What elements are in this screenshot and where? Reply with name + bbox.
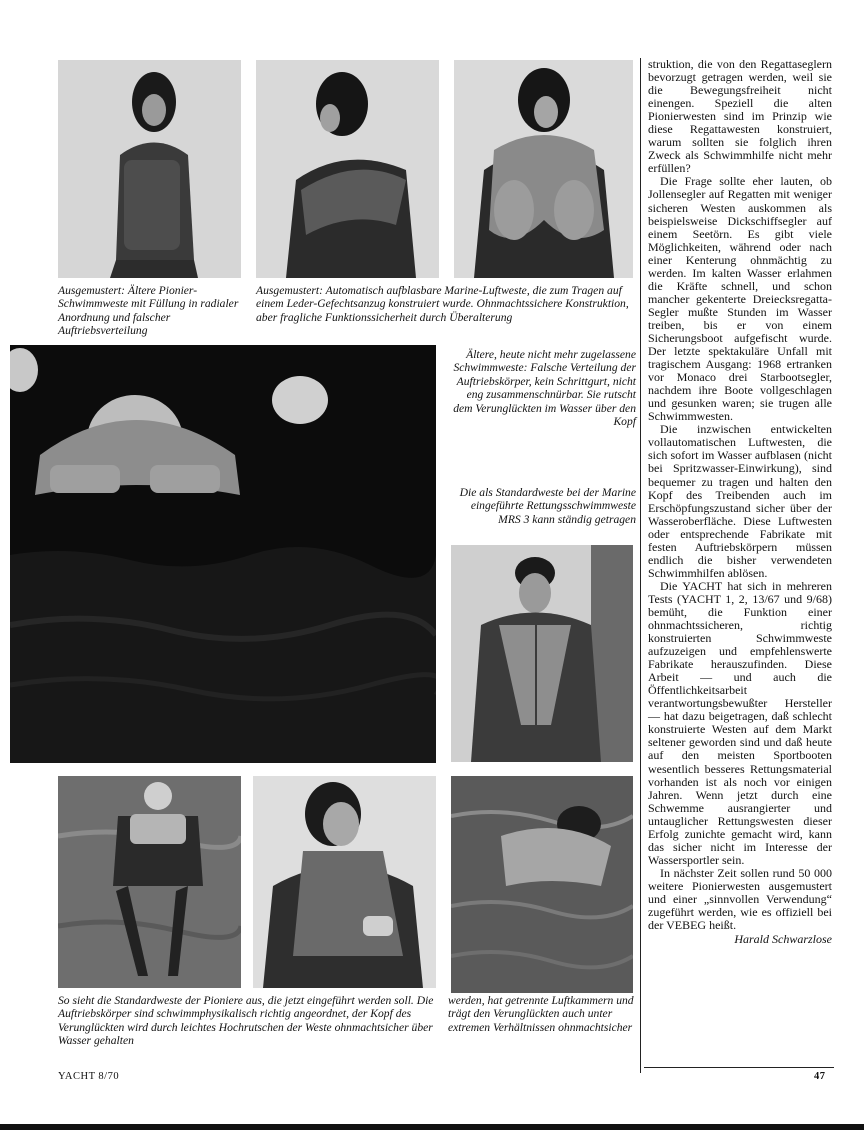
caption-older-vest: Ältere, heute nicht mehr zugelassene Schwimmweste: Falsche Verteilung der Auftriebskörper, kein Schrittgurt, nicht eng zusammenschnürbar. Sie rutscht dem Verunglückten im Wasser über den Kopf <box>453 348 636 429</box>
photo-woman-marine-vest-side <box>256 60 439 278</box>
caption-mrs3-continued: werden, hat getrennte Luftkammern und trägt den Verunglückten auch unter extremen Verhältnissen ohnmachtsicher <box>448 994 634 1034</box>
caption-pioneer-old: Ausgemustert: Ältere Pionier-Schwimmweste mit Füllung in radialer Anordnung und falscher Auftriebsverteilung <box>58 284 239 338</box>
photo-sailor-mrs3-vest <box>451 545 633 762</box>
article-paragraph: Die Frage sollte eher lauten, ob Jollensegler auf Regatten mit weniger sicheren Westen auskommen als beispielsweise Dickschiffsegler auf einem Seetörn. Es gibt viele Möglichkeiten, während oder nach einer Kenterung ohnmächtig zu werden. Im kalten Wasser erlahmen die Kräfte schnell, und schon mancher gekenterte Dreiecksregatta-Segler mußte Stunden im Wasser treiben, bis er von einem Sicherungsboot aufgefischt wurde. Der letzte spektakuläre Unfall mit tragischem Ausgang: 1968 ertranken vor Monaco drei Starbootsegler, nachdem ihre Boote vollgeschlagen und gesunken waren; sie trugen alle Schwimmwesten. <box>648 174 832 424</box>
photo-man-floating-mrs3 <box>451 776 633 993</box>
photo-man-in-water-old-vest <box>10 345 436 763</box>
photo-man-standard-vest-portrait <box>253 776 436 988</box>
photo-man-in-water-standard-vest <box>58 776 241 988</box>
footer-page-number: 47 <box>814 1071 826 1082</box>
article-paragraph: struktion, die von den Regattaseglern bevorzugt getragen werden, weil sie die Bewegungsfreiheit nicht einengen. Speziell die alten Pionierwesten sind im Prinzip wie diese Regattawesten konstruiert, warum sollten sie folglich ihren Zweck als Schwimmhilfe nicht mehr erfüllen? <box>648 57 832 176</box>
column-rule <box>640 58 641 1073</box>
caption-marine-inflatable: Ausgemustert: Automatisch aufblasbare Marine-Luftweste, die zum Tragen auf einem Leder-Gefechtsanzug konstruiert wurde. Ohnmachtssichere Konstruktion, aber fragliche Funktionssicherheit durch Überalterung <box>256 284 629 324</box>
article-author: Harald Schwarzlose <box>734 932 832 947</box>
caption-standard-pioneer: So sieht die Standardweste der Pioniere aus, die jetzt eingeführt werden soll. Die Auftriebskörper sind schwimmphysikalisch richtig angeordnet, der Kopf des Verunglückten wird durch leichtes Hochrutschen der Weste ohnmachtsicher über Wasser gehalten <box>58 994 434 1048</box>
article-paragraph: Die inzwischen entwickelten vollautomatischen Luftwesten, die sich sofort im Wasser aufblasen (nicht bei Spritzwasser-Einwirkung), sind bequemer zu tragen und halten den Kopf des Treibenden auch im Erschöpfungszustand sicher über der Wasseroberfläche. Diese Luftwesten oder entsprechende Fabrikate mit festen Auftriebskörpern müssen endlich die bisher verwendeten Schwimmhilfen ablösen. <box>648 422 832 580</box>
caption-mrs3: Die als Standardweste bei der Marine eingeführte Rettungsschwimmweste MRS 3 kann ständig getragen <box>459 486 636 526</box>
photo-woman-pioneer-vest <box>58 60 241 278</box>
page-edge-bar <box>0 1124 864 1130</box>
photo-woman-marine-vest-inflated <box>454 60 633 278</box>
article-end-rule <box>644 1067 834 1068</box>
article-column <box>648 58 832 946</box>
footer-magazine-issue: YACHT 8/70 <box>58 1071 120 1082</box>
article-paragraph: In nächster Zeit sollen rund 50 000 weitere Pionierwesten ausgemustert und einer „sinnvollen Verwendung“ zugeführt werden, wie es offiziell bei der VEBEG heißt. <box>648 865 832 933</box>
article-paragraph: Die YACHT hat sich in mehreren Tests (YACHT 1, 2, 13/67 und 9/68) bemüht, die Funktion einer ohnmachtssicheren, richtig konstruierten Schwimmweste aufzuzeigen und empfehlenswerte Fabrikate herauszufinden. Diese Arbeit — und auch die Öffentlichkeitsarbeit verantwortungsbewußter Hersteller — hat dazu beigetragen, daß schlecht konstruierte Westen auf dem Markt seltener geworden sind und daß heute auf den meisten Sportbooten wesentlich besseres Rettungsmaterial vorhanden ist als noch vor einigen Jahren. Wenn jetzt durch eine Schwemme ausrangierter und untauglicher Rettungswesten dieser Erfolg zunichte gemacht wird, kann das sicher nicht im Interesse der Wassersportler sein. <box>648 578 832 867</box>
